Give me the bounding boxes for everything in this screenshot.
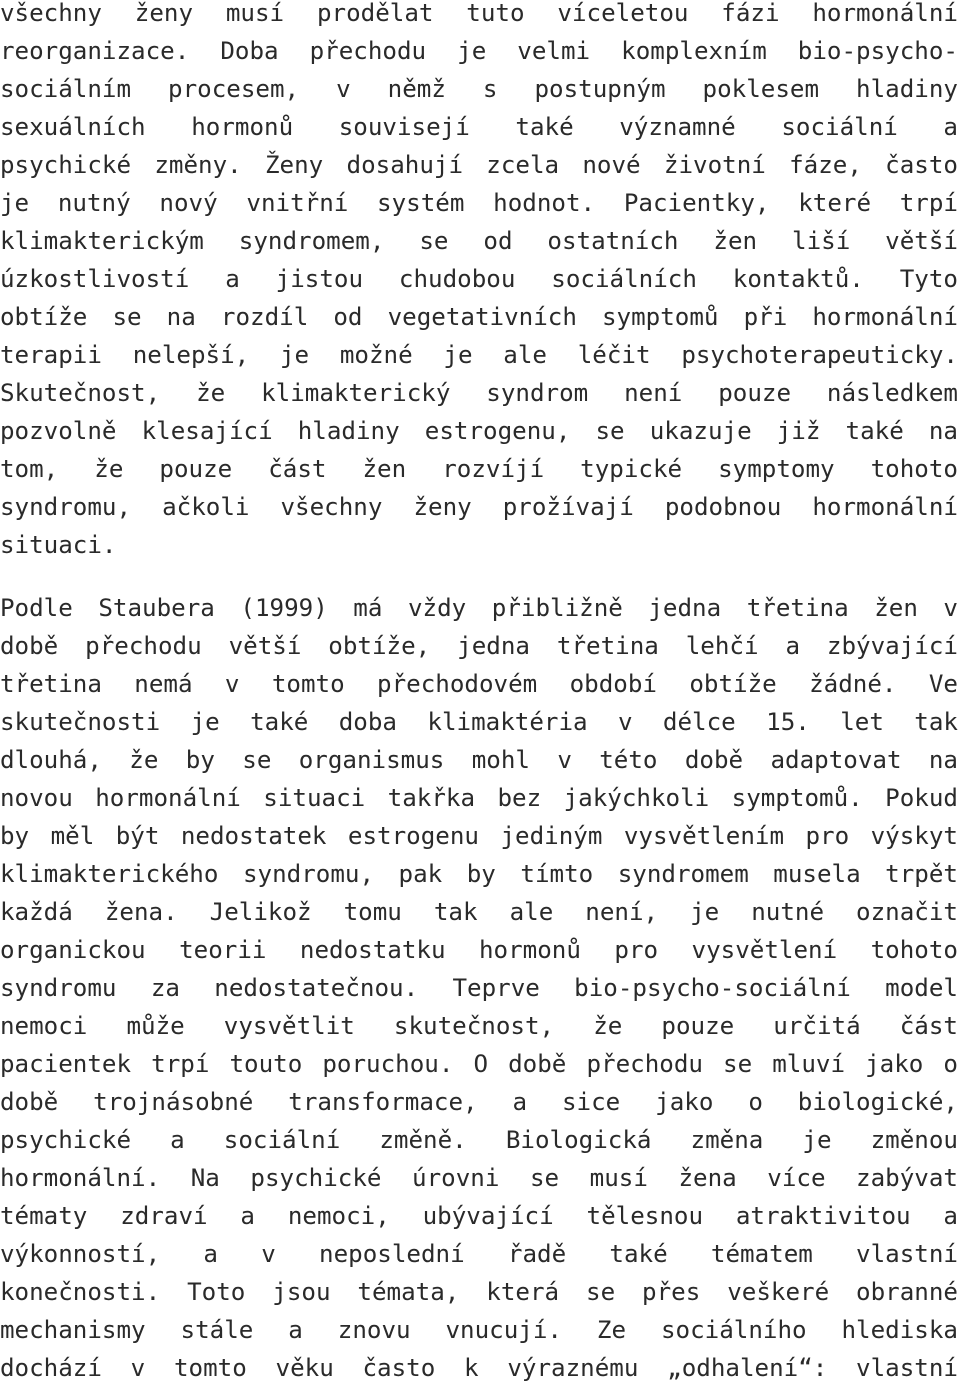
text-line: době trojnásobné transformace, a sice jako o biologické,: [0, 1088, 958, 1116]
text-line: tom, že pouze část žen rozvíjí typické symptomy tohoto: [0, 455, 958, 483]
text-line: novou hormonální situaci takřka bez jakýchkoli symptomů. Pokud: [0, 784, 958, 812]
text-line: klimakterického syndromu, pak by tímto syndromem musela trpět: [0, 860, 958, 888]
text-line: klimakterickým syndromem, se od ostatních žen liší větší: [0, 227, 958, 255]
paragraph-2: [0, 589, 960, 1387]
text-line: hormonální. Na psychické úrovni se musí žena více zabývat: [0, 1164, 958, 1192]
text-line: psychické a sociální změně. Biologická změna je změnou: [0, 1126, 958, 1154]
text-line: sociálním procesem, v němž s postupným poklesem hladiny: [0, 75, 958, 103]
text-line: psychické změny. Ženy dosahují zcela nové životní fáze, často: [0, 151, 958, 179]
text-line: době přechodu větší obtíže, jedna třetina lehčí a zbývající: [0, 632, 958, 660]
text-line: by měl být nedostatek estrogenu jediným vysvětlením pro výskyt: [0, 822, 958, 850]
text-line: skutečnosti je také doba klimaktéria v délce 15. let tak: [0, 708, 958, 736]
text-line: situaci.: [0, 531, 117, 559]
text-line: nemoci může vysvětlit skutečnost, že pouze určitá část: [0, 1012, 958, 1040]
text-line: dlouhá, že by se organismus mohl v této době adaptovat na: [0, 746, 958, 774]
text-line: každá žena. Jelikož tomu tak ale není, je nutné označit: [0, 898, 958, 926]
text-line: třetina nemá v tomto přechodovém období obtíže žádné. Ve: [0, 670, 958, 698]
text-line: tématy zdraví a nemoci, ubývající tělesnou atraktivitou a: [0, 1202, 958, 1230]
text-line: organickou teorii nedostatku hormonů pro vysvětlení tohoto: [0, 936, 958, 964]
text-line: syndromu za nedostatečnou. Teprve bio-psycho-sociální model: [0, 974, 958, 1002]
text-line: terapii nelepší, je možné je ale léčit psychoterapeuticky.: [0, 341, 958, 369]
text-line: úzkostlivostí a jistou chudobou sociálních kontaktů. Tyto: [0, 265, 958, 293]
text-line: Skutečnost, že klimakterický syndrom není pouze následkem: [0, 379, 958, 407]
text-line: konečnosti. Toto jsou témata, která se přes veškeré obranné: [0, 1278, 958, 1306]
text-line: výkonností, a v neposlední řadě také tématem vlastní: [0, 1240, 958, 1268]
text-line: pacientek trpí touto poruchou. O době přechodu se mluví jako o: [0, 1050, 958, 1078]
text-line: pozvolně klesající hladiny estrogenu, se ukazuje již také na: [0, 417, 958, 445]
text-line: mechanismy stále a znovu vnucují. Ze sociálního hlediska: [0, 1316, 958, 1344]
text-line: sexuálních hormonů souvisejí také významné sociální a: [0, 113, 958, 141]
paragraph-1: [0, 0, 960, 564]
text-line: dochází v tomto věku často k výraznému „odhalení“: vlastní: [0, 1354, 958, 1382]
paragraph-gap: [0, 564, 960, 589]
text-line: obtíže se na rozdíl od vegetativních symptomů při hormonální: [0, 303, 958, 331]
text-line: reorganizace. Doba přechodu je velmi komplexním bio-psycho-: [0, 37, 958, 65]
text-line: Podle Staubera (1999) má vždy přibližně jedna třetina žen v: [0, 594, 958, 622]
text-line: syndromu, ačkoli všechny ženy prožívají podobnou hormonální: [0, 493, 958, 521]
text-line: je nutný nový vnitřní systém hodnot. Pacientky, které trpí: [0, 189, 958, 217]
text-line: všechny ženy musí prodělat tuto víceletou fázi hormonální: [0, 0, 958, 27]
